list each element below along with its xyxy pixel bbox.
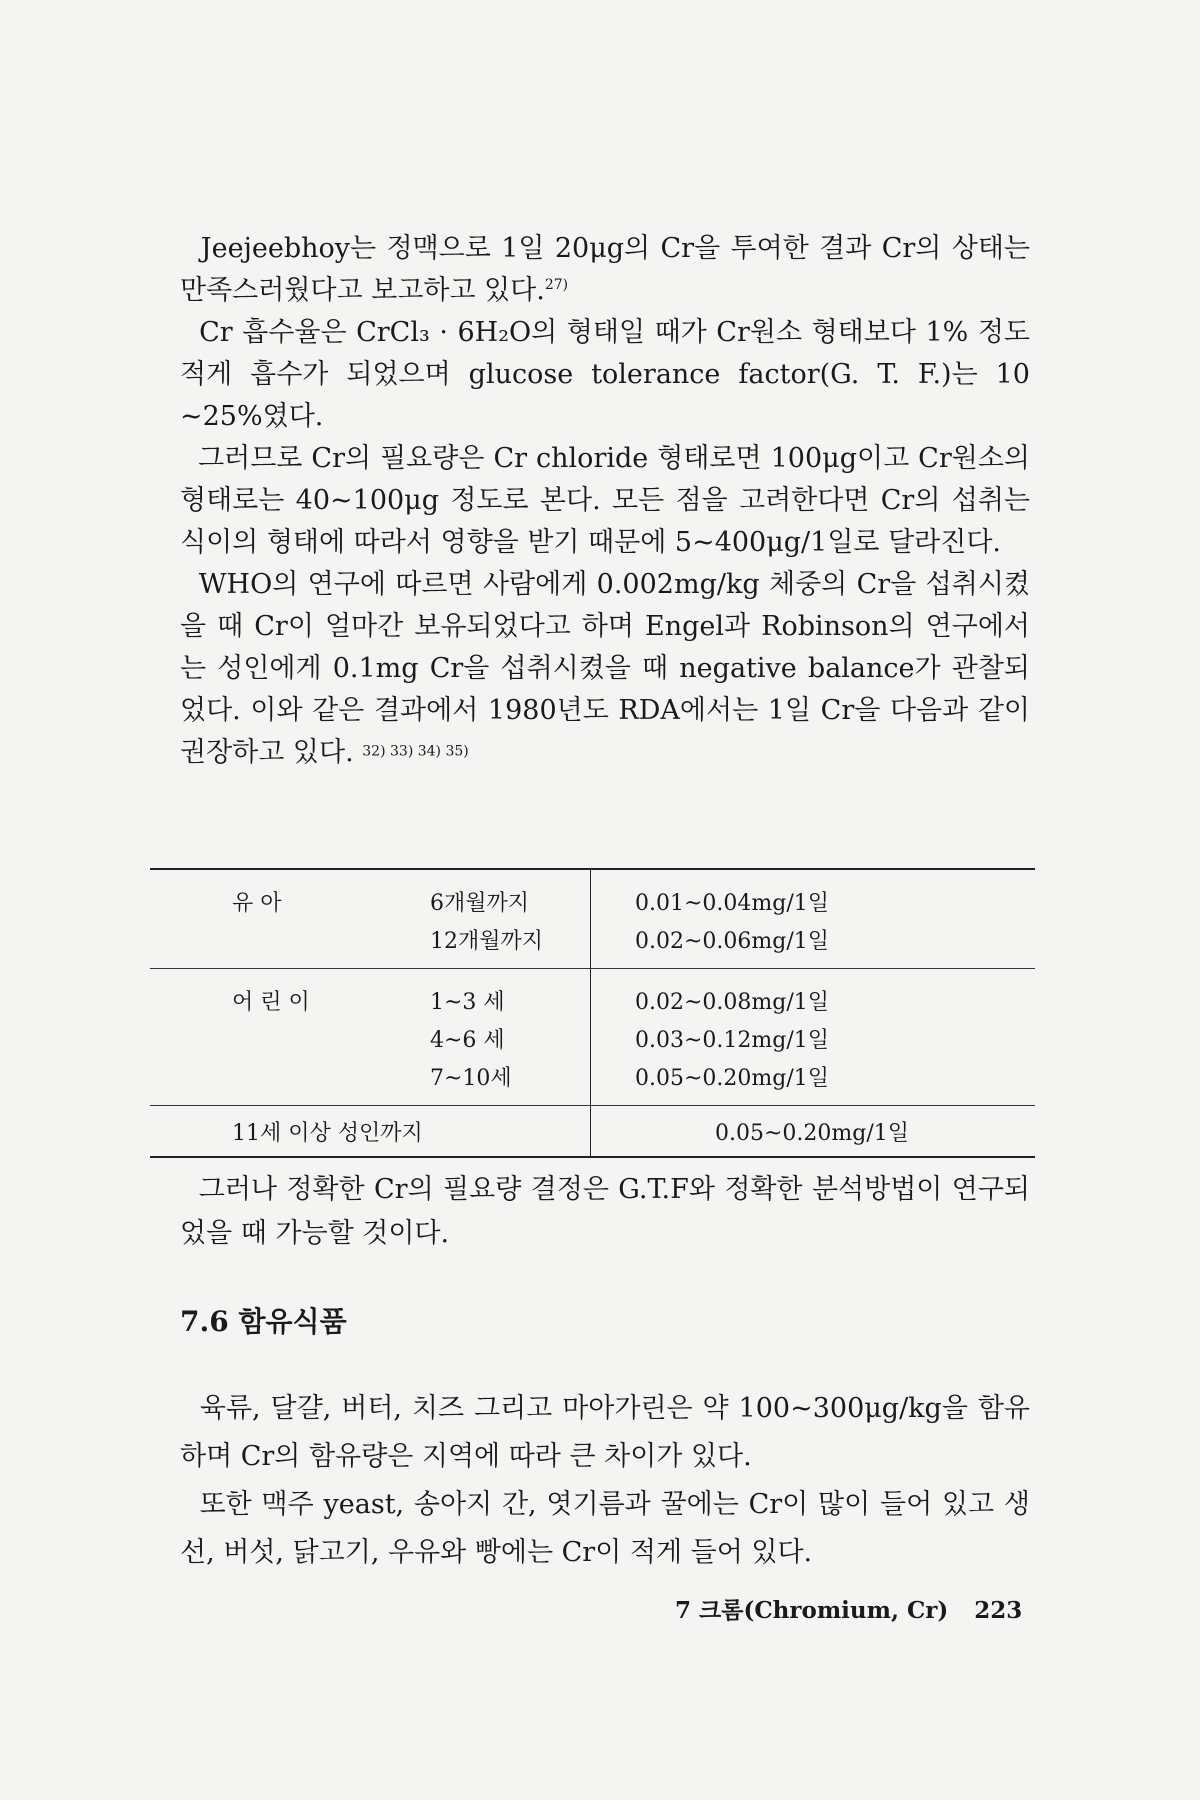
paragraph-text: Jeejeebhoy는 정맥으로 1일 20μg의 Cr을 투여한 결과 Cr의 상태는 만족스러웠다고 보고하고 있다. [180, 233, 1030, 306]
group-label: 11세 이상 성인까지 [232, 1120, 423, 1146]
paragraph [180, 312, 1030, 438]
paragraph [180, 438, 1030, 564]
table-row [150, 882, 1035, 920]
table-row [150, 1057, 1035, 1095]
paragraph-after-table [180, 1168, 1030, 1256]
value-cell: 0.03~0.12mg/1일 [635, 1027, 830, 1053]
table-bottom-rule [150, 1156, 1035, 1158]
paragraph [180, 564, 1030, 778]
age-cell: 4~6 세 [430, 1027, 505, 1053]
table-row [150, 920, 1035, 958]
group-label: 유 아 [232, 890, 282, 916]
paragraph [180, 1481, 1030, 1577]
age-cell: 1~3 세 [430, 989, 505, 1015]
paragraph-text: 또한 맥주 yeast, 송아지 간, 엿기름과 꿀에는 Cr이 많이 들어 있고 생선, 버섯, 닭고기, 우유와 빵에는 Cr이 적게 들어 있다. [180, 1489, 1030, 1568]
page-number: 223 [974, 1597, 1023, 1624]
reference-34: 34) [417, 743, 442, 760]
table-row [150, 1019, 1035, 1057]
paragraph-text: Cr 흡수율은 CrCl₃ · 6H₂O의 형태일 때가 Cr원소 형태보다 1% 정도 적게 흡수가 되었으며 glucose tolerance factor(G. T. F.)는 10 ~25%였다. [180, 317, 1030, 432]
paragraph [180, 228, 1030, 312]
table-group-child [150, 969, 1035, 1105]
group-label: 어 린 이 [232, 989, 310, 1015]
reference-32: 32) [362, 743, 386, 760]
page-footer [675, 1592, 1022, 1625]
body-text-bottom [180, 1385, 1030, 1577]
age-cell: 7~10세 [430, 1065, 512, 1091]
paragraph [180, 1385, 1030, 1481]
paragraph-text: 그러나 정확한 Cr의 필요량 결정은 G.T.F와 정확한 분석방법이 연구되었을 때 가능할 것이다. [180, 1174, 1030, 1249]
paragraph-text: 육류, 달걀, 버터, 치즈 그리고 마아가린은 약 100~300μg/kg을 함유하며 Cr의 함유량은 지역에 따라 큰 차이가 있다. [180, 1393, 1030, 1472]
reference-list [362, 743, 469, 765]
table-row [150, 981, 1035, 1019]
table-group-infant [150, 870, 1035, 968]
rda-table [150, 868, 1035, 1158]
paragraph-text: 그러므로 Cr의 필요량은 Cr chloride 형태로면 100μg이고 Cr원소의 형태로는 40~100μg 정도로 본다. 모든 점을 고려한다면 Cr의 섭취는 식이의 형태에 따라서 영향을 받기 때문에 5~400μg/1일로 달라진다. [180, 443, 1030, 558]
section-heading: 7.6 함유식품 [180, 1305, 347, 1338]
body-text-top [180, 228, 1030, 778]
age-cell: 12개월까지 [430, 928, 544, 954]
reference-27: 27) [544, 277, 569, 293]
table-row [150, 1112, 1035, 1150]
reference-35: 35) [445, 743, 469, 760]
value-cell: 0.02~0.08mg/1일 [635, 989, 830, 1015]
age-cell: 6개월까지 [430, 890, 530, 916]
table-group-adult [150, 1106, 1035, 1156]
running-footer-chapter: 7 크롬(Chromium, Cr) [675, 1597, 949, 1624]
reference-33: 33) [390, 743, 414, 760]
value-cell: 0.02~0.06mg/1일 [635, 928, 830, 954]
value-cell: 0.05~0.20mg/1일 [715, 1120, 910, 1146]
value-cell: 0.05~0.20mg/1일 [635, 1065, 830, 1091]
paragraph-text: WHO의 연구에 따르면 사람에게 0.002mg/kg 체중의 Cr을 섭취시켰을 때 Cr이 얼마간 보유되었다고 하며 Engel과 Robinson의 연구에서는 성인에게 0.1mg Cr을 섭취시켰을 때 negative balance가 관찰되었다. 이와 같은 결과에서 1980년도 RDA에서는 1일 Cr을 다음과 같이 권장하고 있다. [180, 569, 1030, 768]
value-cell: 0.01~0.04mg/1일 [635, 890, 830, 916]
